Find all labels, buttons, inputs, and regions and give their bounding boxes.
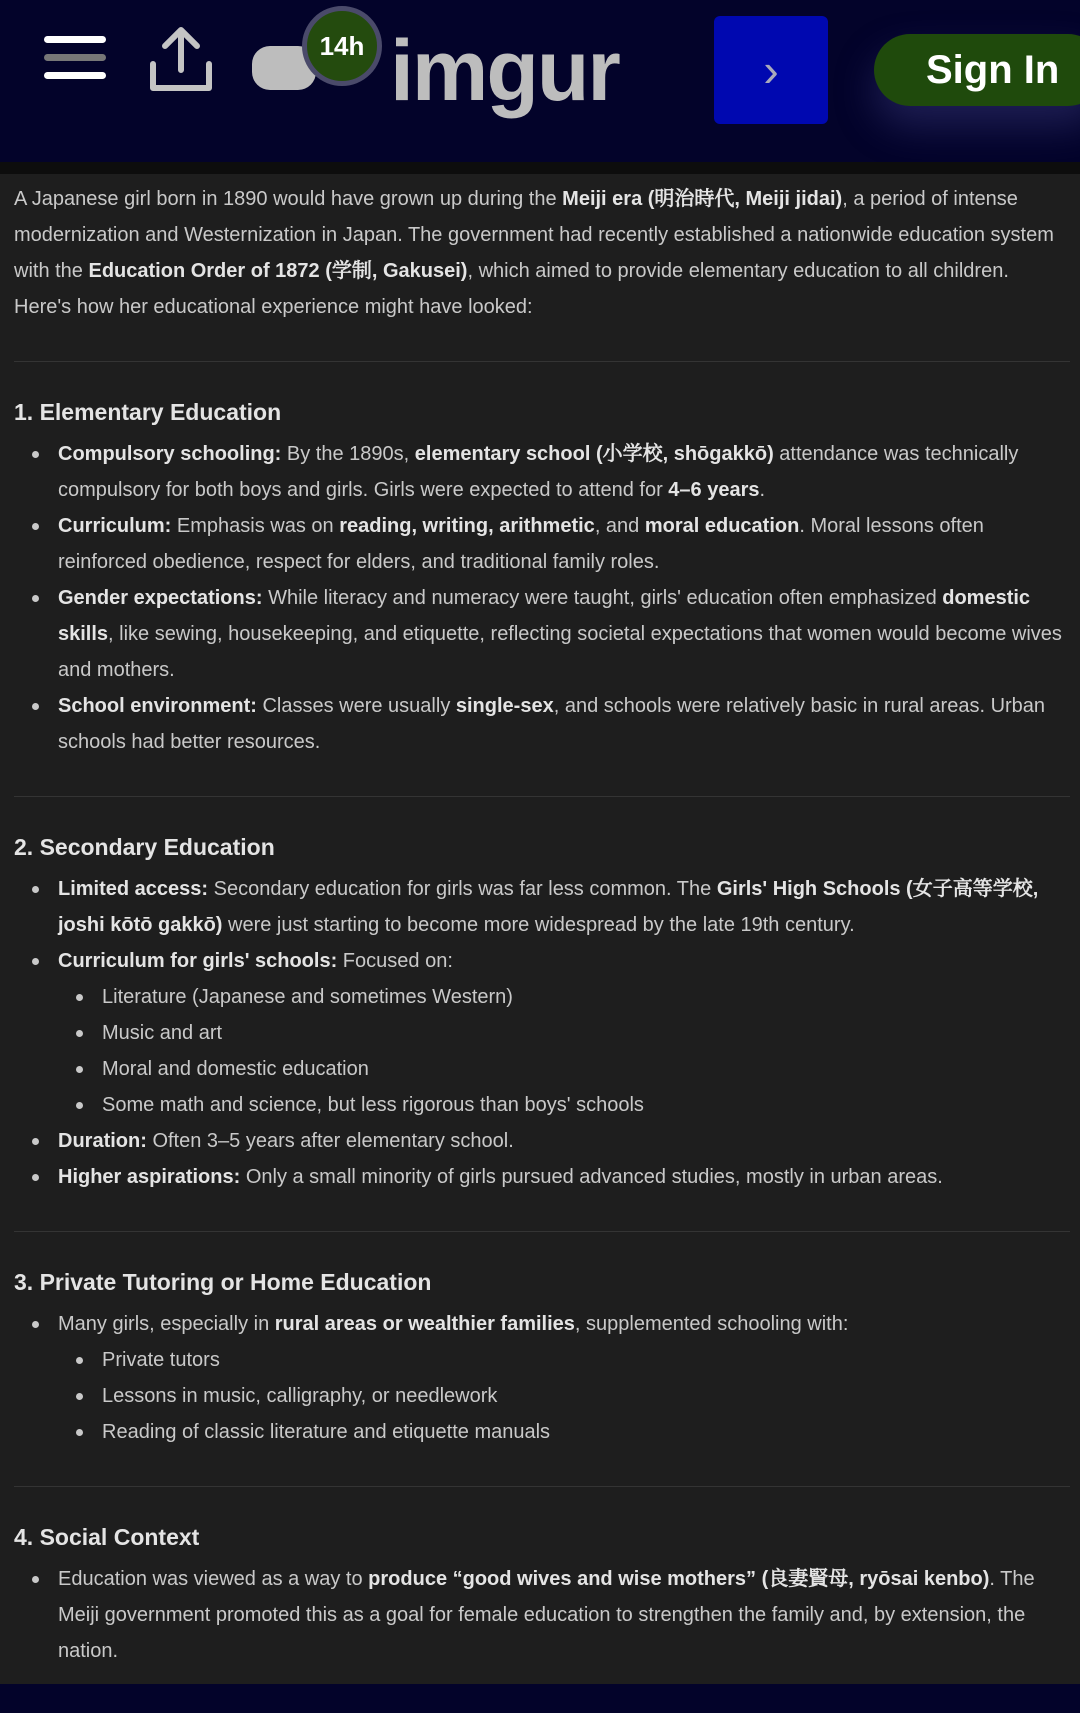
text: , a period of intense modernization and Westernization in Japan. The government had recently established a nationwide education system with the [14,188,1054,282]
imgur-logo[interactable] [390,23,619,119]
sub-list-item: Literature (Japanese and sometimes Western) [102,979,1070,1015]
text: . Moral lessons often reinforced obedience, respect for elders, and traditional family roles. [58,515,984,573]
text: Education was viewed as a way to [58,1568,369,1590]
text: , and [594,515,645,537]
bold-text: produce “good wives and wise mothers” (良妻賢母, ryōsai kenbo) [368,1568,990,1590]
bold-text: Curriculum for girls' schools: [58,950,338,972]
text: Often 3–5 years after elementary school. [146,1130,514,1152]
bold-text: reading, writing, arithmetic [339,515,595,537]
time-badge: 14h [302,6,382,86]
sub-list-item: Some math and science, but less rigorous than boys' schools [102,1087,1070,1123]
list [14,1561,1070,1669]
upload-icon[interactable] [148,26,214,94]
sign-in-button[interactable]: Sign In [874,34,1080,106]
text: were just starting to become more widespread by the late 19th century. [222,914,855,936]
list [14,1306,1070,1450]
bold-text: School environment: [58,695,257,717]
text: While literacy and numeracy were taught, girls' education often emphasized [262,587,943,609]
divider [14,1231,1070,1232]
bold-text: 4–6 years [668,479,760,501]
bold-text: Duration: [58,1130,147,1152]
list [14,436,1070,760]
bold-text: Higher aspirations: [58,1166,241,1188]
section-heading: 1. Elementary Education [14,399,282,425]
bold-text: Curriculum: [58,515,172,537]
list [14,871,1070,1195]
text: Focused on: [337,950,453,972]
list-item [58,871,1070,943]
text: Only a small minority of girls pursued advanced studies, mostly in urban areas. [240,1166,943,1188]
intro-paragraph [14,181,1070,325]
bold-text: moral education [644,515,800,537]
post-content [14,181,1070,1669]
text: , supplemented schooling with: [574,1313,849,1335]
divider [14,796,1070,797]
text: By the 1890s, [281,443,415,465]
header-shadow [0,162,1080,174]
section-heading: 4. Social Context [14,1524,200,1550]
section-heading: 3. Private Tutoring or Home Education [14,1269,432,1295]
list-item [58,1306,1070,1450]
list-item [58,508,1070,580]
divider [14,1486,1070,1487]
divider [14,361,1070,362]
list-item [58,943,1070,1123]
sub-list [58,1342,1070,1450]
text: . [759,479,766,501]
top-nav-bar [0,0,1080,162]
bold-text: Education Order of 1872 (学制, Gakusei) [88,260,468,282]
section-heading: 2. Secondary Education [14,834,275,860]
bold-text: rural areas or wealthier families [274,1313,575,1335]
sub-list-item: Reading of classic literature and etiquette manuals [102,1414,1070,1450]
sub-list-item: Lessons in music, calligraphy, or needlework [102,1378,1070,1414]
list-item [58,436,1070,508]
bold-text: Meiji era (明治時代, Meiji jidai) [562,188,843,210]
text: Many girls, especially in [58,1313,275,1335]
bold-text: Girls' High Schools (女子高等学校, joshi kōtō gakkō) [58,878,1039,936]
next-button[interactable]: › [714,16,828,124]
bold-text: Limited access: [58,878,209,900]
text: Secondary education for girls was far less common. The [208,878,717,900]
text: attendance was technically compulsory for both boys and girls. Girls were expected to attend for [58,443,1019,501]
bold-text: elementary school (小学校, shōgakkō) [414,443,774,465]
sub-list-item: Music and art [102,1015,1070,1051]
sub-list-item: Moral and domestic education [102,1051,1070,1087]
text: , like sewing, housekeeping, and etiquette, reflecting societal expectations that women would become wives and mothers. [58,623,1062,681]
list-item [58,1561,1070,1669]
bold-text: Gender expectations: [58,587,263,609]
text: A Japanese girl born in 1890 would have grown up during the [14,188,563,210]
text: Emphasis was on [171,515,340,537]
text: , which aimed to provide elementary education to all children. Here's how her educational experience might have looked: [14,260,1009,318]
logo-text: imgur [390,23,619,119]
bold-text: domestic skills [58,587,1031,645]
sub-list-item: Private tutors [102,1342,1070,1378]
list-item [58,1159,1070,1195]
text: Classes were usually [256,695,456,717]
list-item [58,1123,1070,1159]
hamburger-menu-icon[interactable] [44,36,106,82]
sub-list [58,979,1070,1123]
bold-text: Compulsory schooling: [58,443,282,465]
text: . The Meiji government promoted this as a goal for female education to strengthen the family and, by extension, the nation. [58,1568,1035,1662]
bottom-bar [0,1684,1080,1713]
list-item [58,580,1070,688]
bold-text: single-sex [455,695,554,717]
list-item [58,688,1070,760]
text: , and schools were relatively basic in rural areas. Urban schools had better resources. [58,695,1046,753]
